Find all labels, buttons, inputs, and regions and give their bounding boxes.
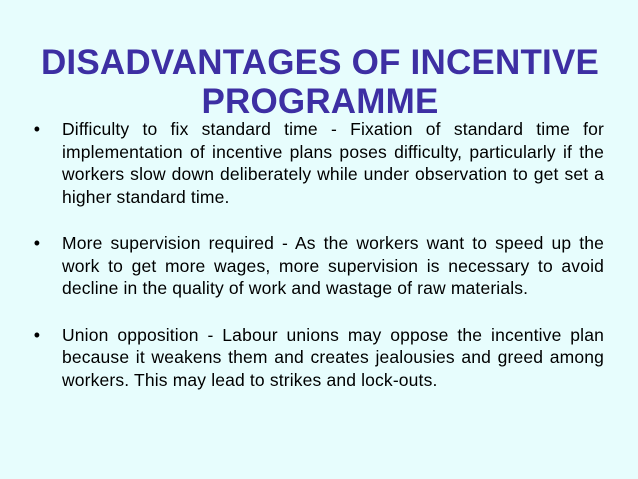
bullet-item-more-supervision [30, 232, 604, 300]
bullet-icon: • [33, 233, 41, 253]
bullet-text: More supervision required - As the workers want to speed up the work to get more wages, more supervision is necessary to avoid decline in the quality of work and wastage of raw materials. [62, 233, 604, 298]
slide-title-line-2: PROGRAMME [201, 82, 439, 122]
bullet-text: Union opposition - Labour unions may oppose the incentive plan because it weakens them and creates jealousies and greed among workers. This may lead to strikes and lock-outs. [62, 324, 604, 390]
slide-title-line-1: DISADVANTAGES OF INCENTIVE [40, 43, 600, 83]
bullet-text: Difficulty to fix standard time - Fixation of standard time for implementation of incentive plans poses difficulty, particularly if the workers slow down deliberately while under observation to get set a higher standard time. [62, 119, 604, 207]
bullet-icon: • [33, 324, 41, 345]
bullet-item-difficulty-standard-time [30, 118, 604, 208]
bullet-item-union-opposition [30, 324, 604, 392]
bullet-list [30, 118, 604, 415]
slide-title [40, 43, 600, 121]
bullet-icon: • [33, 119, 41, 139]
